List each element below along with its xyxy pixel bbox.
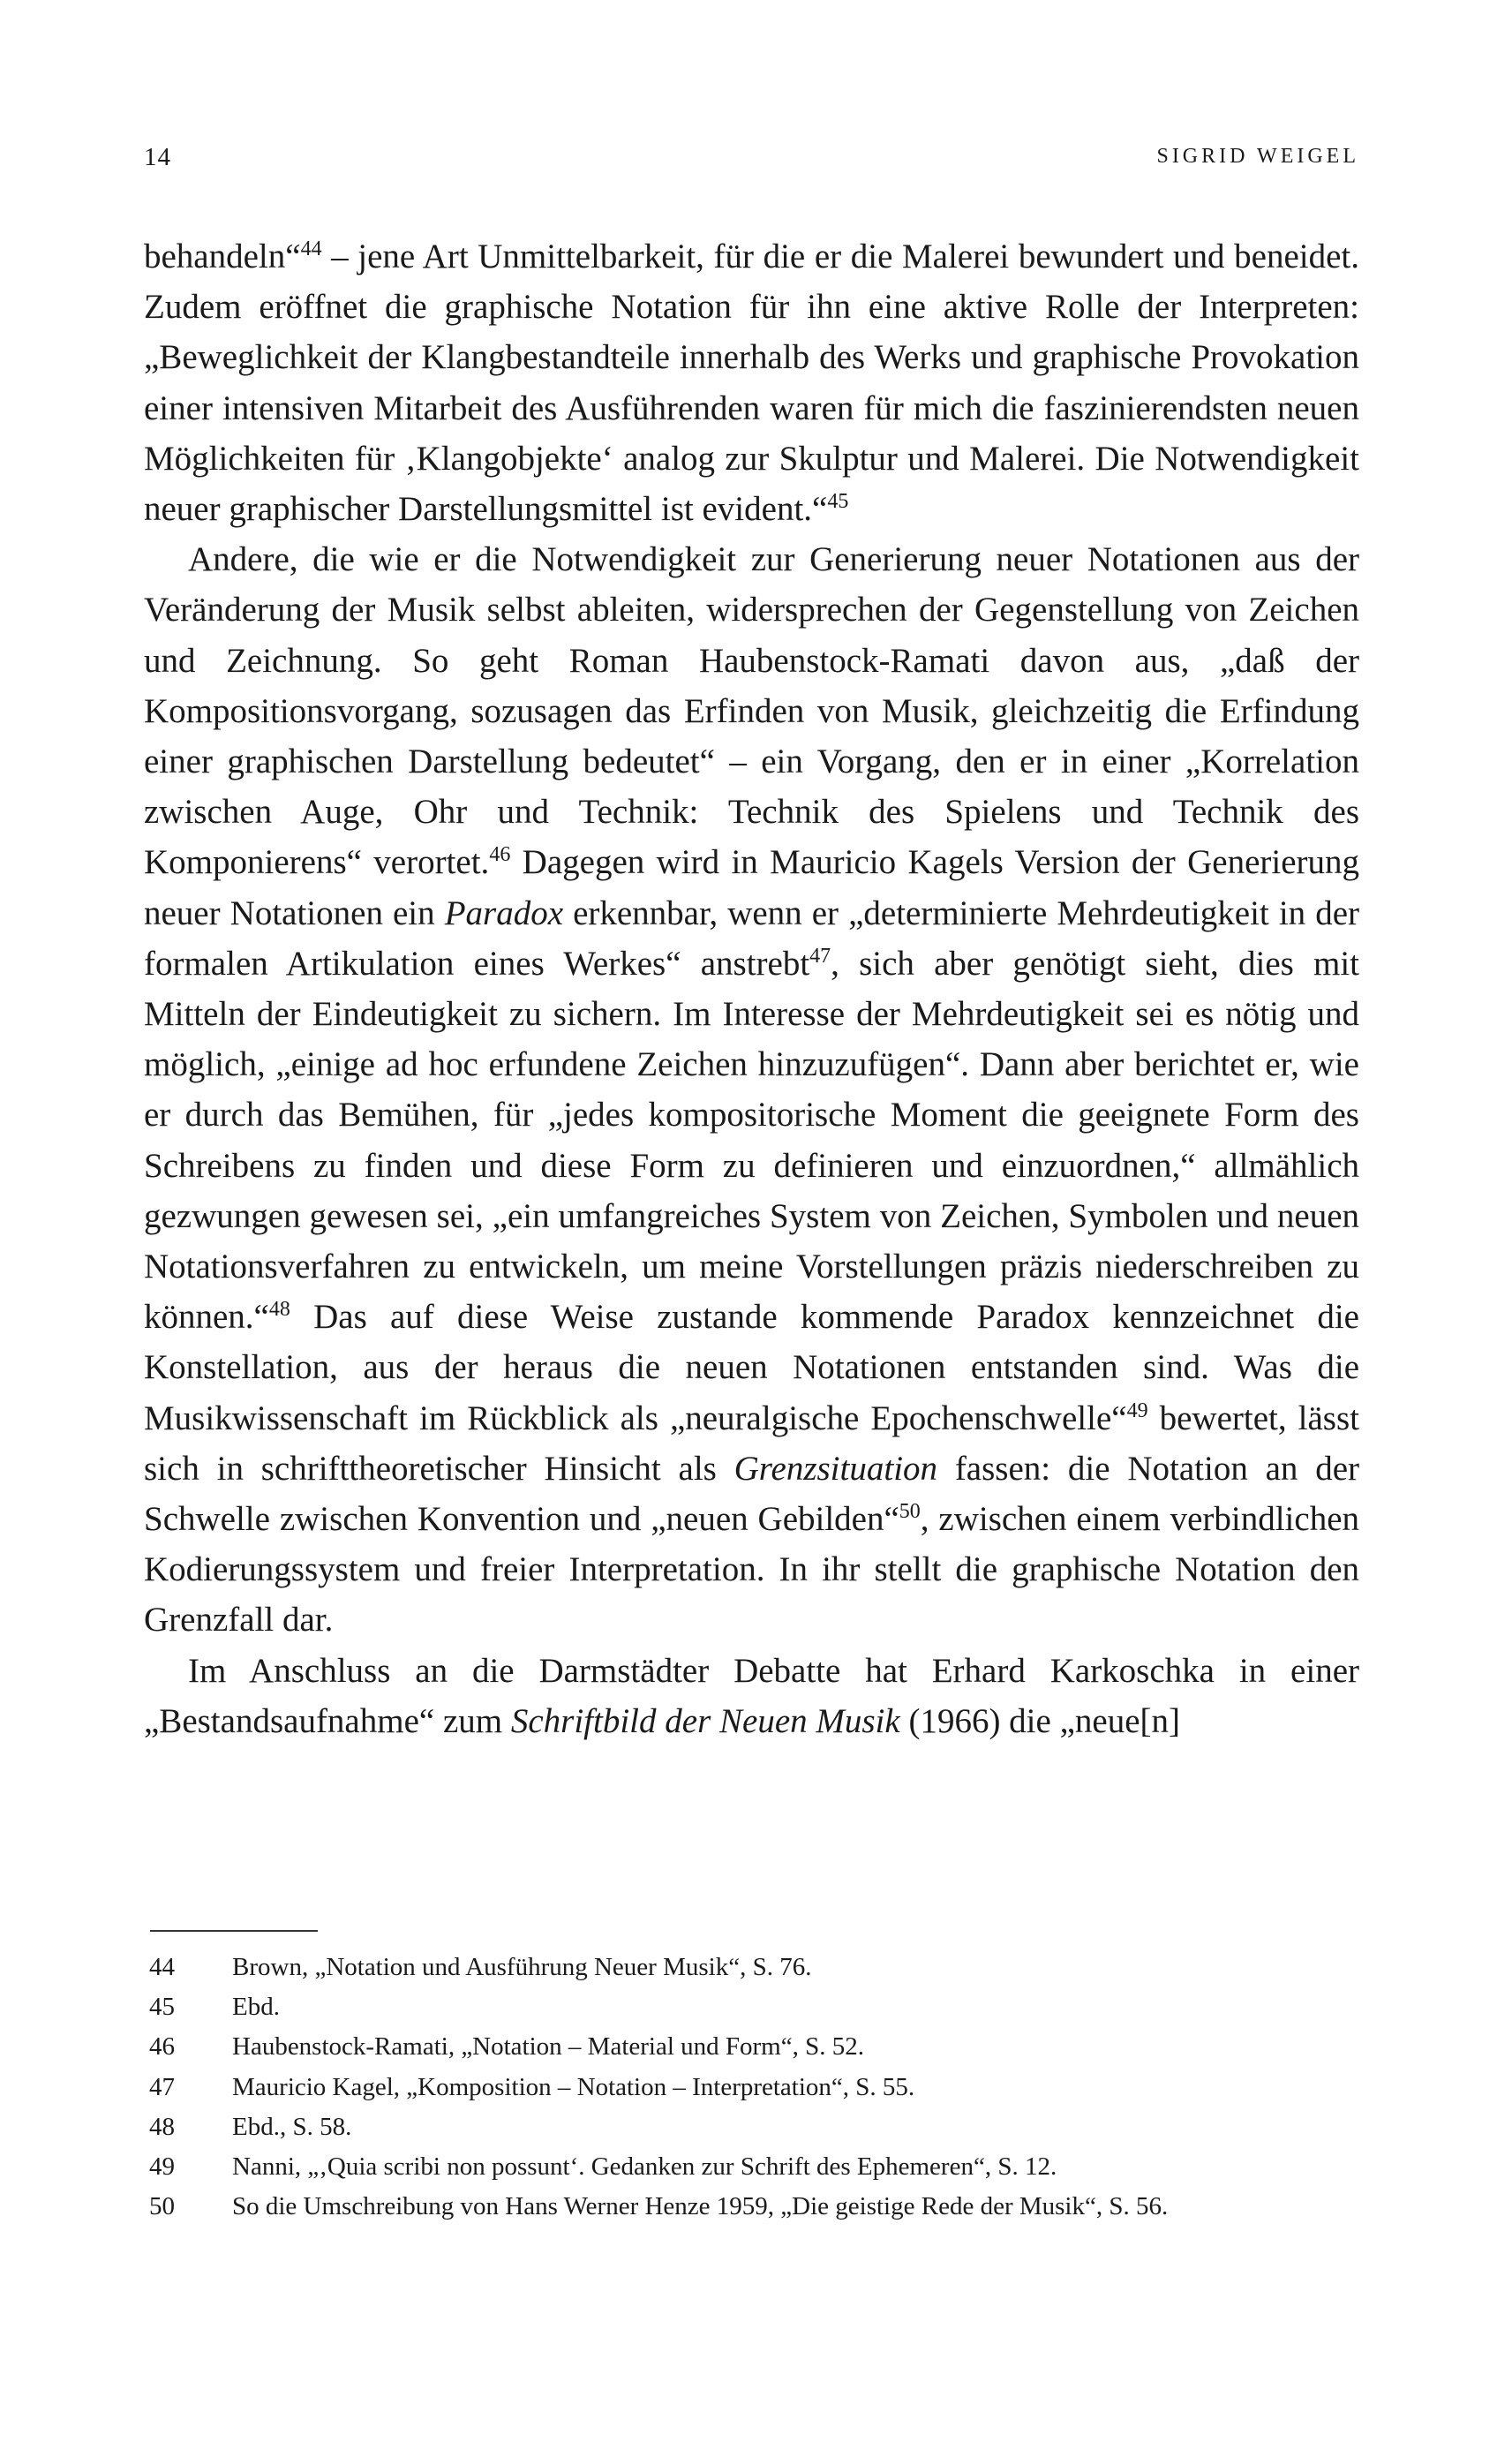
footnote-text: Mauricio Kagel, „Komposition – Notation – Interpretation“, S. 55. (232, 2072, 915, 2101)
emphasis: Paradox (444, 893, 564, 932)
footnote-ref: 49 (1126, 1398, 1148, 1422)
emphasis: Grenzsituation (733, 1449, 938, 1488)
footnote-text: Haubenstock-Ramati, „Notation – Material und Form“, S. 52. (232, 2032, 864, 2062)
footnote-text: So die Umschreibung von Hans Werner Henze 1959, „Die geistige Rede der Musik“, S. 56. (232, 2192, 1169, 2221)
footnote-text: Nanni, „‚Quia scribi non possunt‘. Gedanken zur Schrift des Ephemeren“, S. 12. (232, 2152, 1057, 2181)
text-run: bewertet, lässt sich in schrifttheoretischer Hinsicht als (144, 1398, 1360, 1488)
page-number: 14 (144, 143, 171, 171)
paragraph-1 (144, 231, 1359, 534)
footnote-ref: 48 (268, 1298, 290, 1322)
footnote-ref: 44 (300, 237, 322, 260)
text-run: Im Anschluss an die Darmstädter Debatte hat Erhard Karkoschka in einer „Bestandsaufnahme“ zum (144, 1651, 1359, 1740)
text-run: Andere, die wie er die Notwendigkeit zur Generierung neuer Notationen aus der Veränderung der Musik selbst ableiten, widersprechen der Gegenstellung von Zeichen und Zeichnung. So geht Roman Haubenstock-Ramati davon aus, „daß der Kompositionsvorgang, sozusagen das Erfinden von Musik, gleichzeitig die Erfindung einer graphischen Darstellung bedeutet“ – ein Vorgang, den er in einer „Korrelation zwischen Auge, Ohr und Technik: Technik des Spielens und Technik des Komponierens“ verortet. (144, 540, 1359, 882)
text-run: Das auf diese Weise zustande kommende Paradox kennzeichnet die Konstellation, aus der heraus die neuen Notationen entstanden sind. Was die Musikwissenschaft im Rückblick als „neuralgische Epochenschwelle“ (144, 1298, 1359, 1437)
footnote-ref: 45 (827, 490, 849, 514)
text-run: behandeln“ (144, 237, 301, 275)
footnote (144, 2068, 1371, 2107)
footnote-separator (150, 1930, 318, 1932)
footnote (144, 2107, 1371, 2147)
footnote-number: 47 (149, 2072, 175, 2101)
text-run: , zwischen einem verbindlichen Kodierungssystem und freier Interpretation. In ihr stellt die graphische Notation den Grenzfall dar. (144, 1500, 1359, 1640)
footnote-ref: 46 (489, 843, 511, 867)
footnote-number: 48 (149, 2112, 175, 2141)
emphasis: Schriftbild der Neuen Musik (510, 1701, 900, 1740)
paragraph-2 (144, 534, 1359, 1645)
footnote-number: 46 (149, 2032, 175, 2062)
text-run: Dagegen wird in Mauricio Kagels Version der Generierung neuer Notationen ein (144, 843, 1359, 932)
footnote-number: 49 (149, 2152, 175, 2181)
footnote (144, 2027, 1371, 2067)
text-run: , sich aber genötigt sieht, dies mit Mitteln der Eindeutigkeit zu sichern. Im Interesse der Mehrdeutigkeit sei es nötig und möglich, „einige ad hoc erfundene Zeichen hinzuzufügen“. Dann aber berichtet er, wie er durch das Bemühen, für „jedes kompositorische Moment die geeignete Form des Schreibens zu finden und diese Form zu definieren und einzuordnen,“ allmählich gezwungen gewesen sei, „ein umfangreiches System von Zeichen, Symbolen und neuen Notationsverfahren zu entwickeln, um meine Vorstellungen präzis niederschreiben zu können.“ (144, 944, 1359, 1337)
footnotes (144, 1948, 1371, 2227)
body-text (144, 231, 1359, 1746)
footnote-number: 44 (149, 1953, 175, 1981)
text-run: – jene Art Unmittelbarkeit, für die er die Malerei bewundert und beneidet. Zudem eröffnet die graphische Notation für ihn eine aktive Rolle der Interpreten: „Beweglichkeit der Klangbestandteile innerhalb des Werks und graphische Provokation einer intensiven Mitarbeit des Ausführenden waren für mich die faszinierendsten neuen Möglichkeiten für ‚Klangobjekte‘ analog zur Skulptur und Malerei. Die Notwendigkeit neuer graphischer Darstellungsmittel ist evident.“ (144, 237, 1359, 529)
paragraph-3 (144, 1646, 1359, 1746)
text-run: fassen: die Notation an der Schwelle zwischen Konvention und „neuen Gebilden“ (144, 1449, 1360, 1539)
footnote (144, 2187, 1371, 2227)
footnote-text: Brown, „Notation und Ausführung Neuer Musik“, S. 76. (232, 1953, 812, 1981)
footnote-number: 50 (149, 2192, 175, 2221)
footnote-text: Ebd. (232, 1993, 280, 2022)
footnote-ref: 50 (899, 1500, 921, 1524)
page-header (144, 143, 1359, 178)
footnote (144, 2147, 1371, 2187)
footnote-ref: 47 (809, 944, 831, 968)
footnote-text: Ebd., S. 58. (232, 2112, 352, 2141)
footnote (144, 1987, 1371, 2027)
text-run: (1966) die „neue[n] (899, 1701, 1180, 1740)
running-head: SIGRID WEIGEL (1156, 145, 1359, 168)
footnote (144, 1948, 1371, 1987)
footnote-number: 45 (149, 1993, 175, 2022)
text-run: erkennbar, wenn er „determinierte Mehrdeutigkeit in der formalen Artikulation eines Werkes“ anstrebt (144, 893, 1360, 983)
